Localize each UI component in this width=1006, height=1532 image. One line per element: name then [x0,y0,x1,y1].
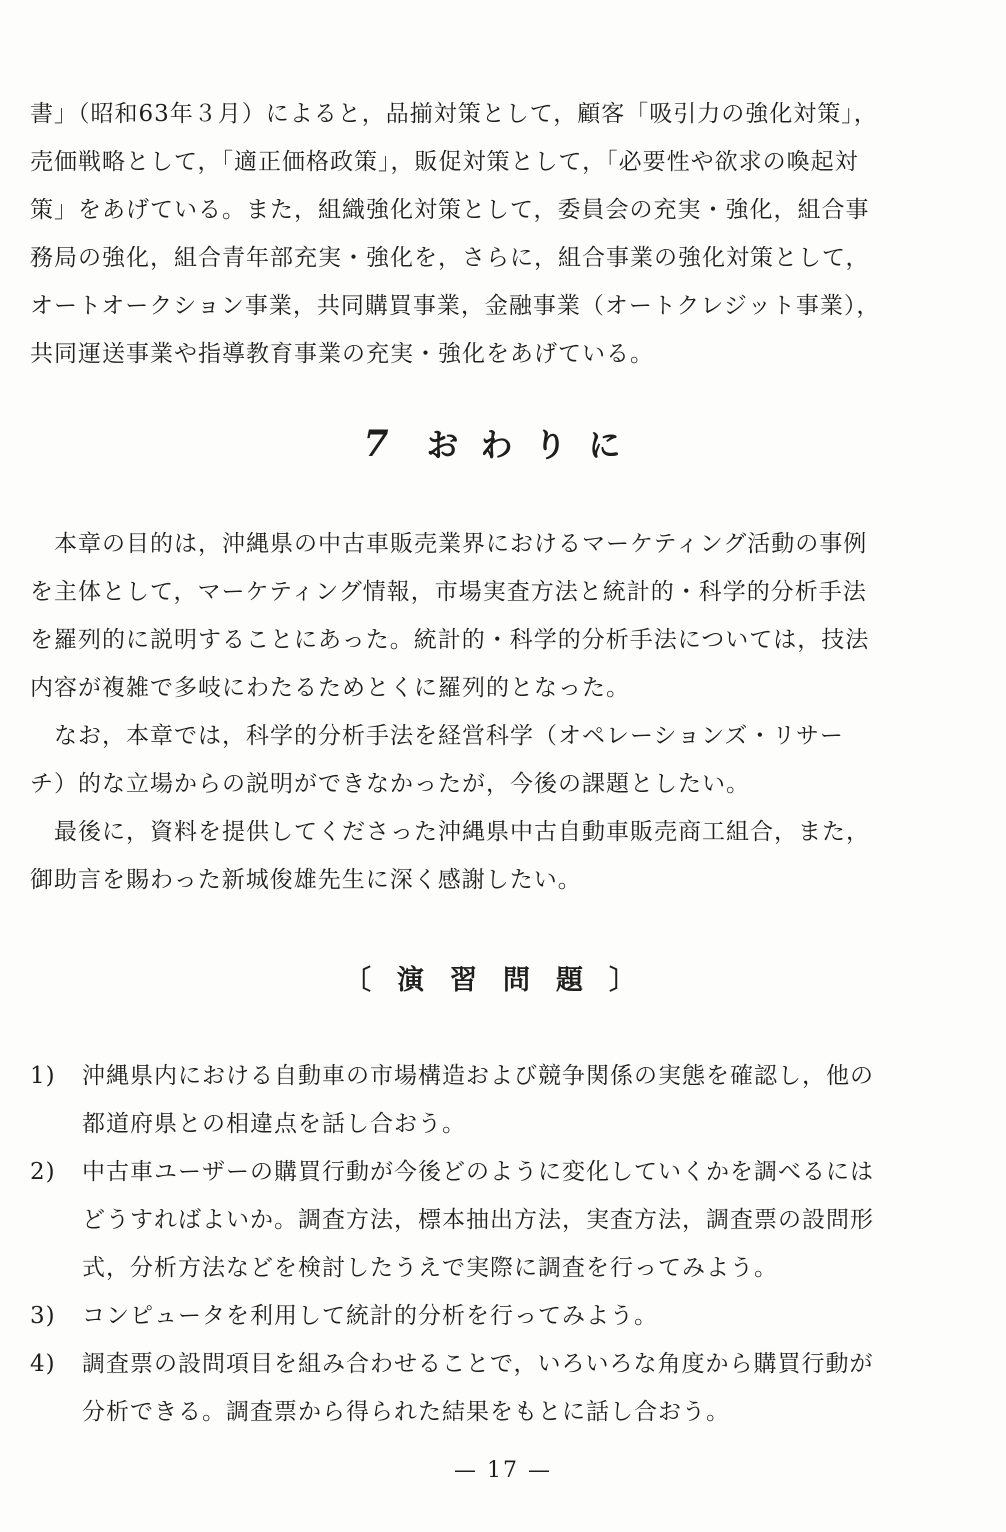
text-line: 売価戦略として，「適正価格政策」，販促対策として，「必要性や欲求の喚起対 [30,149,859,175]
exercise-heading: 〔演習問題〕 [344,965,662,996]
section-title: おわりに [426,426,643,464]
text-line: 書」（昭和63年３月）によると，品揃対策として，顧客「吸引力の強化対策」， [30,101,878,127]
text-line: チ）的な立場からの説明ができなかったが，今後の課題としたい。 [30,771,750,797]
text-line: を羅列的に説明することにあった。統計的・科学的分析手法については，技法 [30,627,870,653]
text-line: 最後に，資料を提供してくださった沖縄県中古自動車販売商工組合，また， [54,819,870,845]
text-line: 務局の強化，組合青年部充実・強化を，さらに，組合事業の強化対策として， [30,245,870,271]
exercise-number: 3) [30,1303,56,1329]
text-line: どうすればよいか。調査方法，標本抽出方法，実査方法，調査票の設問形 [82,1207,874,1233]
exercise-item [30,1148,930,1292]
intro-paragraph [30,90,920,378]
text-line: 御助言を賜わった新城俊雄先生に深く感謝したい。 [30,867,582,893]
text-line: 内容が複雑で多岐にわたるためとくに羅列的となった。 [30,675,630,701]
section-number: 7 [363,423,411,465]
section-heading [0,420,1006,466]
text-line: 中古車ユーザーの購買行動が今後どのように変化していくかを調べるには [82,1159,874,1185]
conclusion-paragraph-1 [30,520,920,712]
exercise-item [30,1340,930,1436]
exercise-item [30,1052,930,1148]
exercise-item [30,1292,930,1340]
conclusion-paragraph-2 [30,712,920,808]
text-line: 調査票の設問項目を組み合わせることで，いろいろな角度から購買行動が [82,1351,874,1377]
text-line: 沖縄県内における自動車の市場構造および競争関係の実態を確認し，他の [82,1063,874,1089]
text-line: 共同運送事業や指導教育事業の充実・強化をあげている。 [30,341,654,367]
page-number: — 17 — [454,1458,552,1483]
text-line: 都道府県との相違点を話し合おう。 [82,1111,466,1137]
exercise-number: 1) [30,1063,56,1089]
exercise-number: 4) [30,1351,56,1377]
text-line: なお，本章では，科学的分析手法を経営科学（オペレーションズ・リサー [54,723,844,749]
exercise-list [30,1052,930,1436]
text-line: を主体として，マーケティング情報，市場実査方法と統計的・科学的分析手法 [30,579,867,605]
text-line: 分析できる。調査票から得られた結果をもとに話し合おう。 [82,1399,730,1425]
exercise-number: 2) [30,1159,56,1185]
conclusion-paragraph-3 [30,808,920,904]
text-line: 本章の目的は，沖縄県の中古車販売業界におけるマーケティング活動の事例 [54,531,868,557]
text-line: コンピュータを利用して統計的分析を行ってみよう。 [82,1303,658,1329]
text-line: 式，分析方法などを検討したうえで実際に調査を行ってみよう。 [82,1255,778,1281]
text-line: 策」をあげている。また，組織強化対策として，委員会の充実・強化，組合事 [30,197,870,223]
text-line: オートオークション事業，共同購買事業，金融事業（オートクレジット事業）， [30,293,881,319]
